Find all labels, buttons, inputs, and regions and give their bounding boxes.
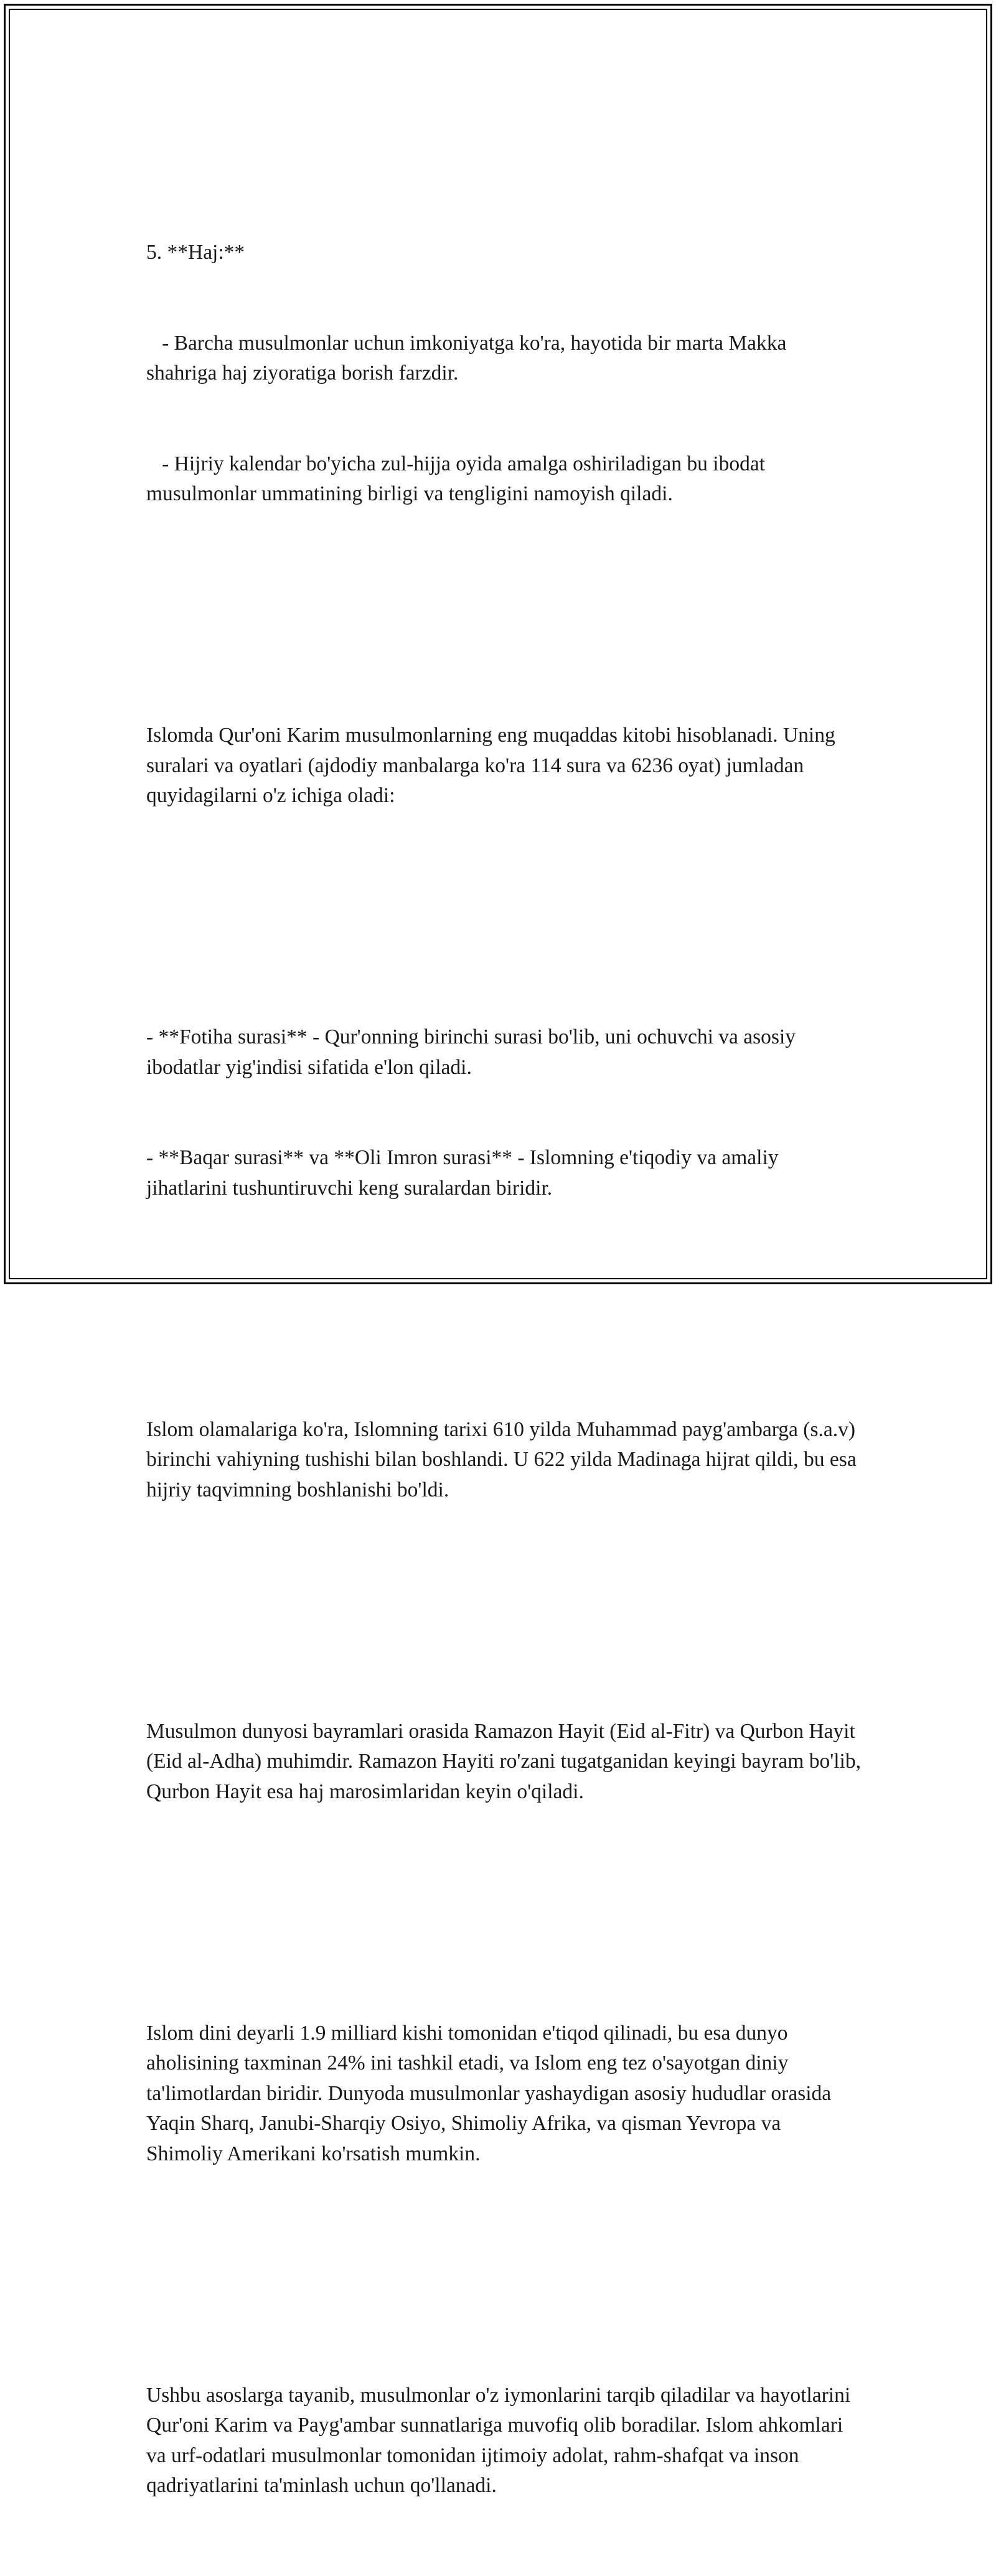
- hajj-bullet-2: - Hijriy kalendar bo'yicha zul-hijja oyida amalga oshiriladigan bu ibodat musulmonlar ummatining birligi va tengligini namoyish qiladi.: [146, 452, 771, 505]
- quran-paragraph: [146, 660, 862, 872]
- quran-paragraph-text: Islomda Qur'oni Karim musulmonlarning eng muqaddas kitobi hisoblanadi. Uning suralari va oyatlari (ajdodiy manbalarga ko'ra 114 sura va 6236 oyat) jumladan quyidagilarni o'z ichiga oladi:: [146, 724, 841, 807]
- hajj-section: [146, 177, 862, 570]
- conclusion-paragraph: [146, 2320, 862, 2562]
- document-body: [146, 117, 867, 2576]
- demographics-paragraph-text: Islom dini deyarli 1.9 milliard kishi tomonidan e'tiqod qilinadi, bu esa dunyo aholisining taxminan 24% ini tashkil etadi, va Islom eng tez o'sayotgan diniy ta'limotlardan biridir. Dunyoda musulmonlar yashaydigan asosiy hududlar orasida Yaqin Sharq, Janubi-Sharqiy Osiyo, Shimoliy Afrika, va qisman Yevropa va Shimoliy Amerikani ko'rsatish mumkin.: [146, 2021, 836, 2165]
- surah-list-item-baqara: - **Baqar surasi** va **Oli Imron surasi** - Islomning e'tiqodiy va amaliy jihatlarini tushuntiruvchi keng suralardan biridir.: [146, 1146, 784, 1200]
- surah-list-item-fatiha: - **Fotiha surasi** - Qur'onning birinchi surasi bo'lib, uni ochuvchi va asosiy ibodatlar yig'indisi sifatida e'lon qiladi.: [146, 1025, 801, 1079]
- hajj-bullet-1: - Barcha musulmonlar uchun imkoniyatga ko'ra, hayotida bir marta Makka shahriga haj ziyoratiga borish farzdir.: [146, 331, 792, 385]
- holidays-paragraph-text: Musulmon dunyosi bayramlari orasida Ramazon Hayit (Eid al-Fitr) va Qurbon Hayit (Eid al-Adha) muhimdir. Ramazon Hayiti ro'zani tugatganidan keyingi bayram bo'lib, Qurbon Hayit esa haj marosimlaridan keyin o'qiladi.: [146, 1719, 867, 1803]
- history-paragraph-text: Islom olamalariga ko'ra, Islomning tarixi 610 yilda Muhammad payg'ambarga (s.a.v) birinchi vahiyning tushishi bilan boshlandi. U 622 yilda Madinaga hijrat qildi, bu esa hijriy taqvimning boshlanishi bo'ldi.: [146, 1417, 862, 1501]
- surah-list: [146, 962, 862, 1264]
- history-paragraph: [146, 1355, 862, 1566]
- conclusion-paragraph-text: Ushbu asoslarga tayanib, musulmonlar o'z iymonlarini tarqib qiladilar va hayotlarini Qur'oni Karim va Payg'ambar sunnatlariga muvofiq olib boradilar. Islom ahkomlari va urf-odatlari musulmonlar tomonidan ijtimoiy adolat, rahm-shafqat va inson qadriyatlarini ta'minlash uchun qo'llanadi.: [146, 2383, 856, 2497]
- hajj-heading: 5. **Haj:**: [146, 241, 245, 264]
- demographics-paragraph: [146, 1958, 862, 2230]
- holidays-paragraph: [146, 1656, 867, 1868]
